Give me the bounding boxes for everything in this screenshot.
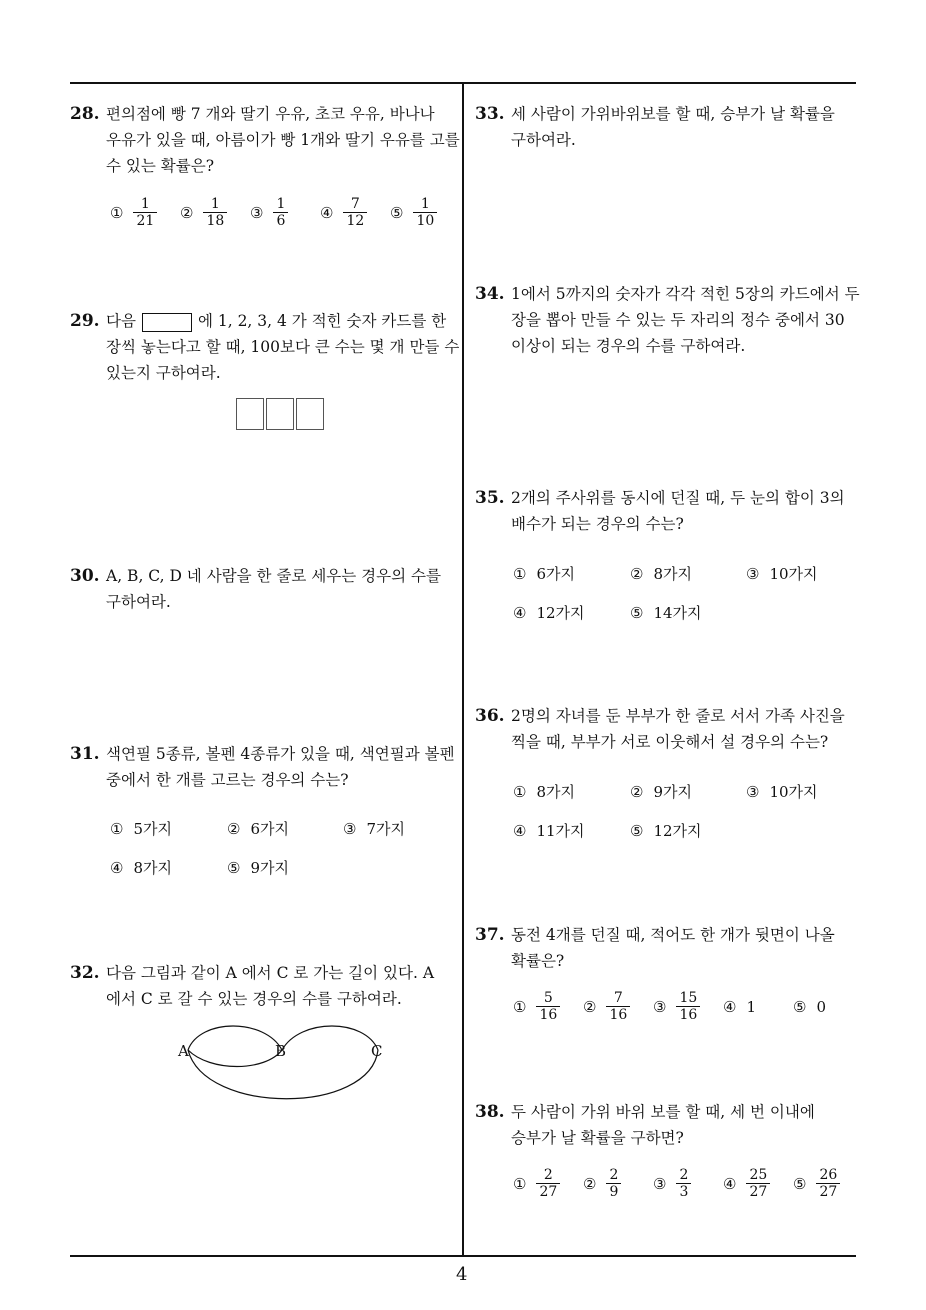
question-number: 35. bbox=[475, 488, 505, 508]
question-33 bbox=[475, 101, 860, 153]
choice-4[interactable]: ④ 12가지 bbox=[513, 603, 585, 622]
choice-4[interactable]: ④ $\frac{25}{27}$ bbox=[723, 1167, 770, 1200]
choice-3[interactable]: ③ $\frac{15}{16}$ bbox=[653, 990, 700, 1023]
choice-5[interactable]: ⑤ 12가지 bbox=[630, 821, 702, 840]
choice-2[interactable]: ② $\frac{1}{18}$ bbox=[180, 196, 227, 229]
question-34 bbox=[475, 281, 860, 359]
choice-1[interactable]: ① 6가지 bbox=[513, 564, 575, 583]
question-text: 이상이 되는 경우의 수를 구하여라. bbox=[511, 337, 746, 355]
choice-5[interactable]: ⑤ $\frac{26}{27}$ bbox=[793, 1167, 840, 1200]
choice-3[interactable]: ③ 7가지 bbox=[343, 819, 405, 838]
question-number: 36. bbox=[475, 706, 505, 726]
choice-2[interactable]: ② $\frac{2}{9}$ bbox=[583, 1167, 621, 1200]
path-a-b-lower bbox=[188, 1050, 282, 1067]
question-text: 세 사람이 가위바위보를 할 때, 승부가 날 확률을 bbox=[511, 105, 835, 123]
choice-5[interactable]: ⑤ 0 bbox=[793, 998, 826, 1016]
choice-1[interactable]: ① $\frac{1}{21}$ bbox=[110, 196, 157, 229]
question-36 bbox=[475, 703, 860, 755]
choice-4[interactable]: ④ 8가지 bbox=[110, 858, 172, 877]
question-32 bbox=[70, 960, 455, 1012]
question-text: 장씩 놓는다고 할 때, 100보다 큰 수는 몇 개 만들 수 bbox=[106, 338, 460, 356]
question-number: 29. bbox=[70, 311, 100, 331]
question-number: 33. bbox=[475, 104, 505, 124]
choice-5[interactable]: ⑤ $\frac{1}{10}$ bbox=[390, 196, 437, 229]
question-37 bbox=[475, 922, 860, 974]
choice-2[interactable]: ② $\frac{7}{16}$ bbox=[583, 990, 630, 1023]
question-number: 34. bbox=[475, 284, 505, 304]
choice-1[interactable]: ① 5가지 bbox=[110, 819, 172, 838]
choice-5[interactable]: ⑤ 14가지 bbox=[630, 603, 702, 622]
question-text: 승부가 날 확률을 구하면? bbox=[511, 1129, 684, 1147]
question-text: 중에서 한 개를 고르는 경우의 수는? bbox=[106, 771, 349, 789]
question-text: 2개의 주사위를 동시에 던질 때, 두 눈의 합이 3의 bbox=[511, 489, 845, 507]
question-text: 구하여라. bbox=[106, 593, 171, 611]
question-38 bbox=[475, 1099, 860, 1151]
choice-1[interactable]: ① 8가지 bbox=[513, 782, 575, 801]
question-text: 편의점에 빵 7 개와 딸기 우유, 초코 우유, 바나나 bbox=[106, 105, 435, 123]
choice-1[interactable]: ① $\frac{5}{16}$ bbox=[513, 990, 560, 1023]
node-c-label: C bbox=[371, 1042, 383, 1060]
question-text: 배수가 되는 경우의 수는? bbox=[511, 515, 684, 533]
question-text: 수 있는 확률은? bbox=[106, 157, 215, 175]
question-31 bbox=[70, 741, 455, 793]
bottom-rule bbox=[70, 1255, 856, 1257]
question-text: 다음 그림과 같이 A 에서 C 로 가는 길이 있다. A bbox=[106, 964, 435, 982]
question-text: 다음 bbox=[106, 312, 136, 330]
question-number: 37. bbox=[475, 925, 505, 945]
question-text: 두 사람이 가위 바위 보를 할 때, 세 번 이내에 bbox=[511, 1103, 815, 1121]
question-text: 색연필 5종류, 볼펜 4종류가 있을 때, 색연필과 볼펜 bbox=[106, 745, 455, 763]
question-text: 장을 뽑아 만들 수 있는 두 자리의 정수 중에서 30 bbox=[511, 311, 845, 329]
question-text: 에서 C 로 갈 수 있는 경우의 수를 구하여라. bbox=[106, 990, 402, 1008]
blank-box bbox=[142, 313, 192, 332]
choice-4[interactable]: ④ 1 bbox=[723, 998, 756, 1016]
choice-3[interactable]: ③ $\frac{1}{6}$ bbox=[250, 196, 288, 229]
question-text: 에 1, 2, 3, 4 가 적힌 숫자 카드를 한 bbox=[197, 312, 447, 330]
question-30 bbox=[70, 563, 455, 615]
node-b-label: B bbox=[275, 1042, 287, 1060]
question-text: 확률은? bbox=[511, 952, 565, 970]
card-slot-2 bbox=[266, 398, 294, 430]
choice-5[interactable]: ⑤ 9가지 bbox=[227, 858, 289, 877]
question-text: 구하여라. bbox=[511, 131, 576, 149]
question-text: 1에서 5까지의 숫자가 각각 적힌 5장의 카드에서 두 bbox=[511, 285, 860, 303]
question-28 bbox=[70, 101, 460, 179]
question-text: 찍을 때, 부부가 서로 이웃해서 설 경우의 수는? bbox=[511, 733, 829, 751]
choice-4[interactable]: ④ $\frac{7}{12}$ bbox=[320, 196, 367, 229]
question-text: 있는지 구하여라. bbox=[106, 364, 221, 382]
choice-4[interactable]: ④ 11가지 bbox=[513, 821, 585, 840]
question-number: 31. bbox=[70, 744, 100, 764]
page-number: 4 bbox=[456, 1264, 468, 1285]
question-number: 28. bbox=[70, 104, 100, 124]
question-text: 동전 4개를 던질 때, 적어도 한 개가 뒷면이 나올 bbox=[511, 926, 835, 944]
card-slot-3 bbox=[296, 398, 324, 430]
path-a-b-upper bbox=[188, 1026, 282, 1050]
question-text: A, B, C, D 네 사람을 한 줄로 세우는 경우의 수를 bbox=[106, 567, 441, 585]
question-number: 32. bbox=[70, 963, 100, 983]
path-b-c-upper bbox=[282, 1026, 378, 1050]
question-text: 우유가 있을 때, 아름이가 빵 1개와 딸기 우유를 고를 bbox=[106, 131, 460, 149]
question-number: 30. bbox=[70, 566, 100, 586]
path-diagram bbox=[170, 1020, 390, 1105]
question-number: 38. bbox=[475, 1102, 505, 1122]
card-slot-1 bbox=[236, 398, 264, 430]
question-29 bbox=[70, 308, 460, 386]
choice-3[interactable]: ③ 10가지 bbox=[746, 564, 818, 583]
choice-2[interactable]: ② 8가지 bbox=[630, 564, 692, 583]
choice-2[interactable]: ② 9가지 bbox=[630, 782, 692, 801]
node-a-label: A bbox=[178, 1042, 189, 1060]
choice-1[interactable]: ① $\frac{2}{27}$ bbox=[513, 1167, 560, 1200]
column-divider bbox=[462, 82, 464, 1256]
choice-3[interactable]: ③ $\frac{2}{3}$ bbox=[653, 1167, 691, 1200]
question-text: 2명의 자녀를 둔 부부가 한 줄로 서서 가족 사진을 bbox=[511, 707, 845, 725]
question-35 bbox=[475, 485, 860, 537]
choice-2[interactable]: ② 6가지 bbox=[227, 819, 289, 838]
choice-3[interactable]: ③ 10가지 bbox=[746, 782, 818, 801]
